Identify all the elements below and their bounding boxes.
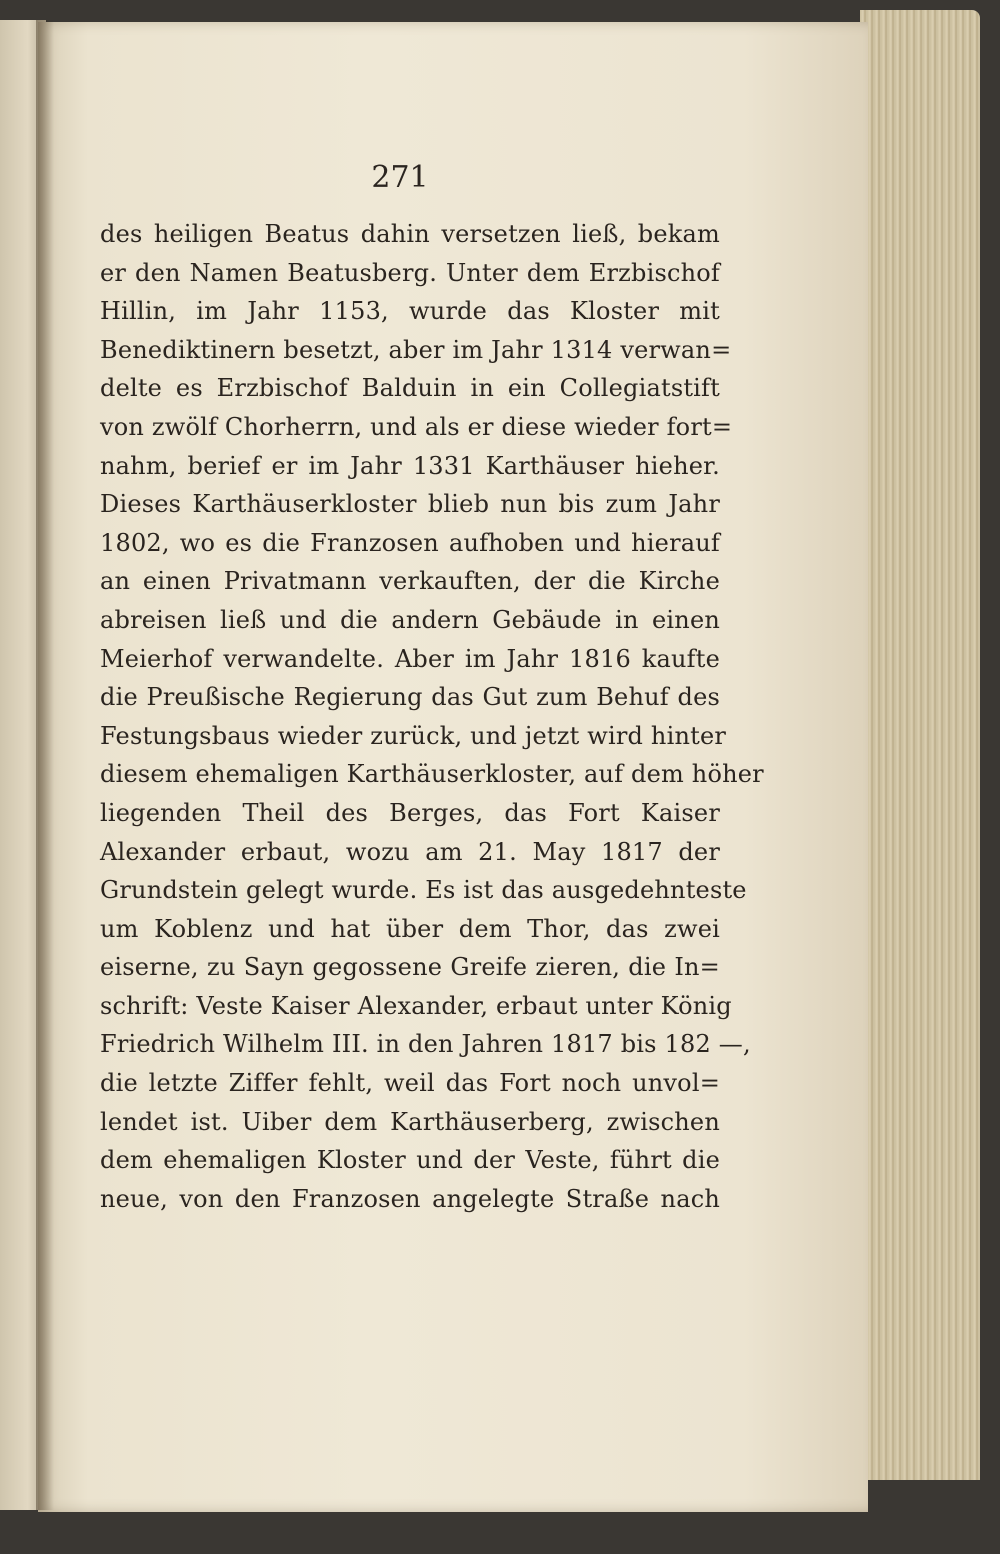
text-line: liegenden Theil des Berges, das Fort Kaiser (100, 798, 720, 827)
text-line: delte es Erzbischof Balduin in ein Collegiatstift (100, 374, 720, 403)
text-line: des heiligen Beatus dahin versetzen ließ, bekam (100, 220, 720, 248)
body-text (100, 215, 764, 1218)
text-line: Grundstein gelegt wurde. Es ist das ausgedehnteste (100, 876, 747, 905)
page-number: 271 (371, 160, 429, 195)
text-line: eiserne, zu Sayn gegossene Greife zieren, die In= (100, 953, 720, 982)
text-line: 1802, wo es die Franzosen aufhoben und hierauf (100, 528, 720, 557)
page-stack-edges (860, 10, 980, 1480)
text-line: die letzte Ziffer fehlt, weil das Fort noch unvol= (100, 1069, 720, 1098)
text-line: er den Namen Beatusberg. Unter dem Erzbischof (100, 258, 720, 287)
text-line: Festungsbaus wieder zurück, und jetzt wird hinter (100, 721, 727, 750)
text-line: Benediktinern besetzt, aber im Jahr 1314 verwan= (100, 335, 732, 364)
text-line: nahm, berief er im Jahr 1331 Karthäuser hieher. (100, 451, 720, 480)
text-line: Dieses Karthäuserkloster blieb nun bis zum Jahr (100, 490, 720, 519)
text-line: abreisen ließ und die andern Gebäude in einen (100, 605, 720, 634)
text-line: dem ehemaligen Kloster und der Veste, führt die (100, 1146, 720, 1175)
text-line: die Preußische Regierung das Gut zum Behuf des (100, 683, 720, 712)
text-line: um Koblenz und hat über dem Thor, das zwei (100, 914, 720, 943)
text-line: neue, von den Franzosen angelegte Straße nach (100, 1184, 720, 1213)
text-line: diesem ehemaligen Karthäuserkloster, auf dem höher (100, 760, 764, 789)
text-line: Hillin, im Jahr 1153, wurde das Kloster mit (100, 297, 720, 326)
text-line: lendet ist. Uiber dem Karthäuserberg, zwischen (100, 1107, 720, 1136)
text-line: Friedrich Wilhelm III. in den Jahren 1817 bis 182 —, (100, 1030, 751, 1059)
text-line: von zwölf Chorherrn, und als er diese wieder fort= (100, 412, 733, 441)
text-line: schrift: Veste Kaiser Alexander, erbaut unter König (100, 991, 732, 1020)
spine-shadow (36, 20, 54, 1510)
text-line: an einen Privatmann verkauften, der die Kirche (100, 567, 720, 596)
text-line: Alexander erbaut, wozu am 21. May 1817 der (100, 837, 720, 866)
text-line: Meierhof verwandelte. Aber im Jahr 1816 kaufte (100, 644, 720, 673)
